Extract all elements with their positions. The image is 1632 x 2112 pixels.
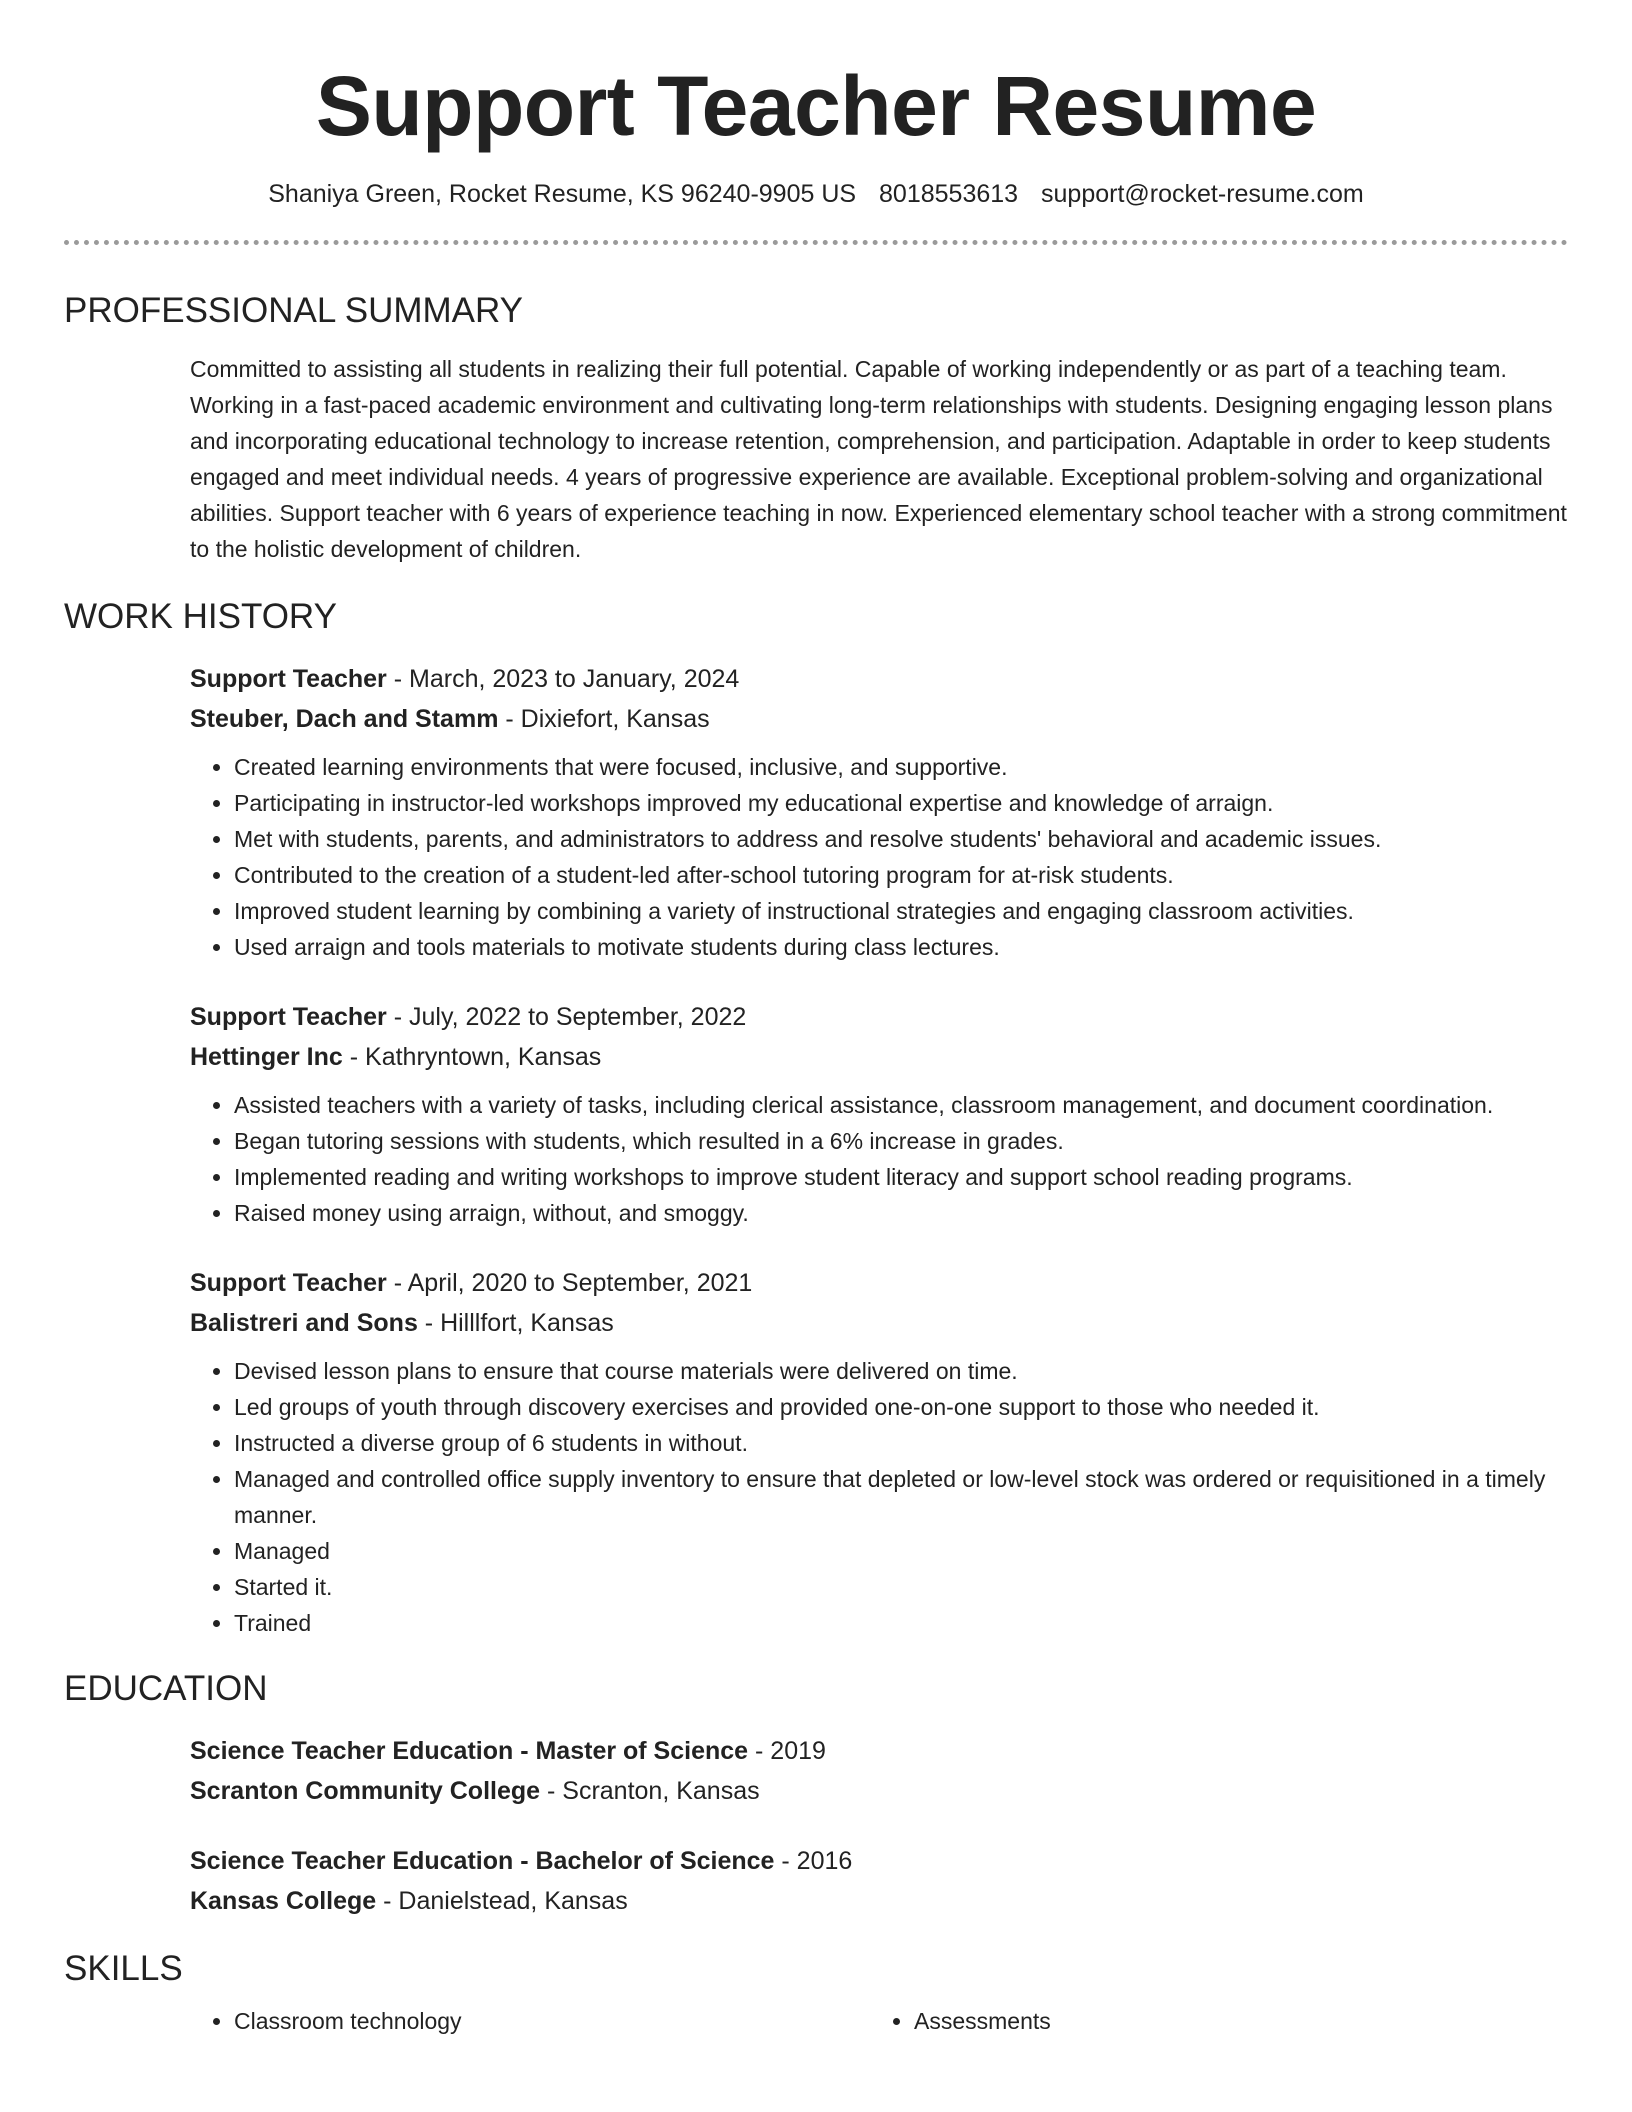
job-company-line — [190, 1037, 1568, 1077]
education-school-line — [190, 1881, 1568, 1921]
job-bullet: • Trained — [234, 1605, 1568, 1641]
contact-phone: 8018553613 — [879, 180, 1019, 208]
education-school: Scranton Community College — [190, 1777, 541, 1805]
education-entry — [190, 1731, 1568, 1811]
education-heading: EDUCATION — [64, 1669, 268, 1708]
education-year: - 2016 — [774, 1847, 853, 1875]
job-title-line — [190, 1263, 1568, 1303]
job-company: Hettinger Inc — [190, 1043, 343, 1071]
job-title: Support Teacher — [190, 1269, 387, 1297]
education-location: - Scranton, Kansas — [540, 1777, 760, 1805]
job-entry — [190, 1263, 1568, 1641]
job-bullet: • Improved student learning by combining a variety of instructional strategies and engaging classroom activities. — [234, 893, 1568, 929]
education-degree: Science Teacher Education - Bachelor of Science — [190, 1847, 775, 1875]
contact-address: Shaniya Green, Rocket Resume, KS 96240-9905 US — [268, 180, 857, 208]
job-title-line — [190, 659, 1568, 699]
job-bullets — [190, 749, 1568, 965]
header-divider — [64, 240, 1568, 245]
job-bullet: • Created learning environments that were focused, inclusive, and supportive. — [234, 749, 1568, 785]
job-company: Steuber, Dach and Stamm — [190, 705, 499, 733]
job-bullet: • Started it. — [234, 1569, 1568, 1605]
job-location: - Dixiefort, Kansas — [498, 705, 710, 733]
education-degree: Science Teacher Education - Master of Science — [190, 1737, 749, 1765]
skills-grid — [190, 2003, 1568, 2039]
skills-left-column — [190, 2003, 870, 2039]
job-location: - Hilllfort, Kansas — [417, 1309, 614, 1337]
job-bullet: • Contributed to the creation of a student-led after-school tutoring program for at-risk students. — [234, 857, 1568, 893]
skill-item: • Assessments — [914, 2003, 1550, 2039]
education-school-line — [190, 1771, 1568, 1811]
job-bullet: • Participating in instructor-led workshops improved my educational expertise and knowledge of arraign. — [234, 785, 1568, 821]
skills-right-column — [870, 2003, 1550, 2039]
job-bullet: • Assisted teachers with a variety of tasks, including clerical assistance, classroom management, and document coordination. — [234, 1087, 1568, 1123]
contact-email: support@rocket-resume.com — [1041, 180, 1364, 208]
summary-text: Committed to assisting all students in realizing their full potential. Capable of working independently or as part of a teaching team. Working in a fast-paced academic environment and cultivating long-term relationships with students. Designing engaging lesson plans and incorporating educational technology to increase retention, comprehension, and participation. Adaptable in order to keep students engaged and meet individual needs. 4 years of progressive experience are available. Exceptional problem-solving and organizational abilities. Support teacher with 6 years of experience teaching in now. Experienced elementary school teacher with a strong commitment to the holistic development of children. — [190, 356, 1567, 562]
resume-title: Support Teacher Resume — [315, 59, 1317, 153]
education-year: - 2019 — [748, 1737, 826, 1765]
contact-line — [64, 178, 1568, 210]
job-title: Support Teacher — [190, 1003, 387, 1031]
job-entry — [190, 997, 1568, 1231]
job-bullet: • Began tutoring sessions with students, which resulted in a 6% increase in grades. — [234, 1123, 1568, 1159]
resume-page — [64, 0, 1568, 2039]
job-bullet: • Raised money using arraign, without, and smoggy. — [234, 1195, 1568, 1231]
job-bullet: • Met with students, parents, and administrators to address and resolve students' behavioral and academic issues. — [234, 821, 1568, 857]
job-bullets — [190, 1353, 1568, 1641]
job-title: Support Teacher — [190, 665, 387, 693]
job-location: - Kathryntown, Kansas — [342, 1043, 602, 1071]
job-bullet: • Managed and controlled office supply inventory to ensure that depleted or low-level stock was ordered or requisitioned in a timely manner. — [234, 1461, 1568, 1533]
job-bullet: • Used arraign and tools materials to motivate students during class lectures. — [234, 929, 1568, 965]
education-location: - Danielstead, Kansas — [376, 1887, 628, 1915]
job-dates: - April, 2020 to September, 2021 — [386, 1269, 753, 1297]
education-entry — [190, 1841, 1568, 1921]
job-title-line — [190, 997, 1568, 1037]
skill-item: • Classroom technology — [234, 2003, 870, 2039]
education-school: Kansas College — [190, 1887, 377, 1915]
job-dates: - July, 2022 to September, 2022 — [386, 1003, 747, 1031]
job-bullet: • Devised lesson plans to ensure that course materials were delivered on time. — [234, 1353, 1568, 1389]
education-degree-line — [190, 1841, 1568, 1881]
skills-heading: SKILLS — [64, 1949, 183, 1988]
job-company: Balistreri and Sons — [190, 1309, 418, 1337]
job-dates: - March, 2023 to January, 2024 — [386, 665, 740, 693]
job-company-line — [190, 1303, 1568, 1343]
job-bullet: • Led groups of youth through discovery exercises and provided one-on-one support to those who needed it. — [234, 1389, 1568, 1425]
job-bullet: • Instructed a diverse group of 6 students in without. — [234, 1425, 1568, 1461]
work-history-heading: WORK HISTORY — [64, 597, 337, 636]
summary-heading: PROFESSIONAL SUMMARY — [64, 291, 523, 330]
education-degree-line — [190, 1731, 1568, 1771]
job-entry — [190, 659, 1568, 965]
job-bullets — [190, 1087, 1568, 1231]
job-company-line — [190, 699, 1568, 739]
job-bullet: • Implemented reading and writing workshops to improve student literacy and support school reading programs. — [234, 1159, 1568, 1195]
job-bullet: • Managed — [234, 1533, 1568, 1569]
